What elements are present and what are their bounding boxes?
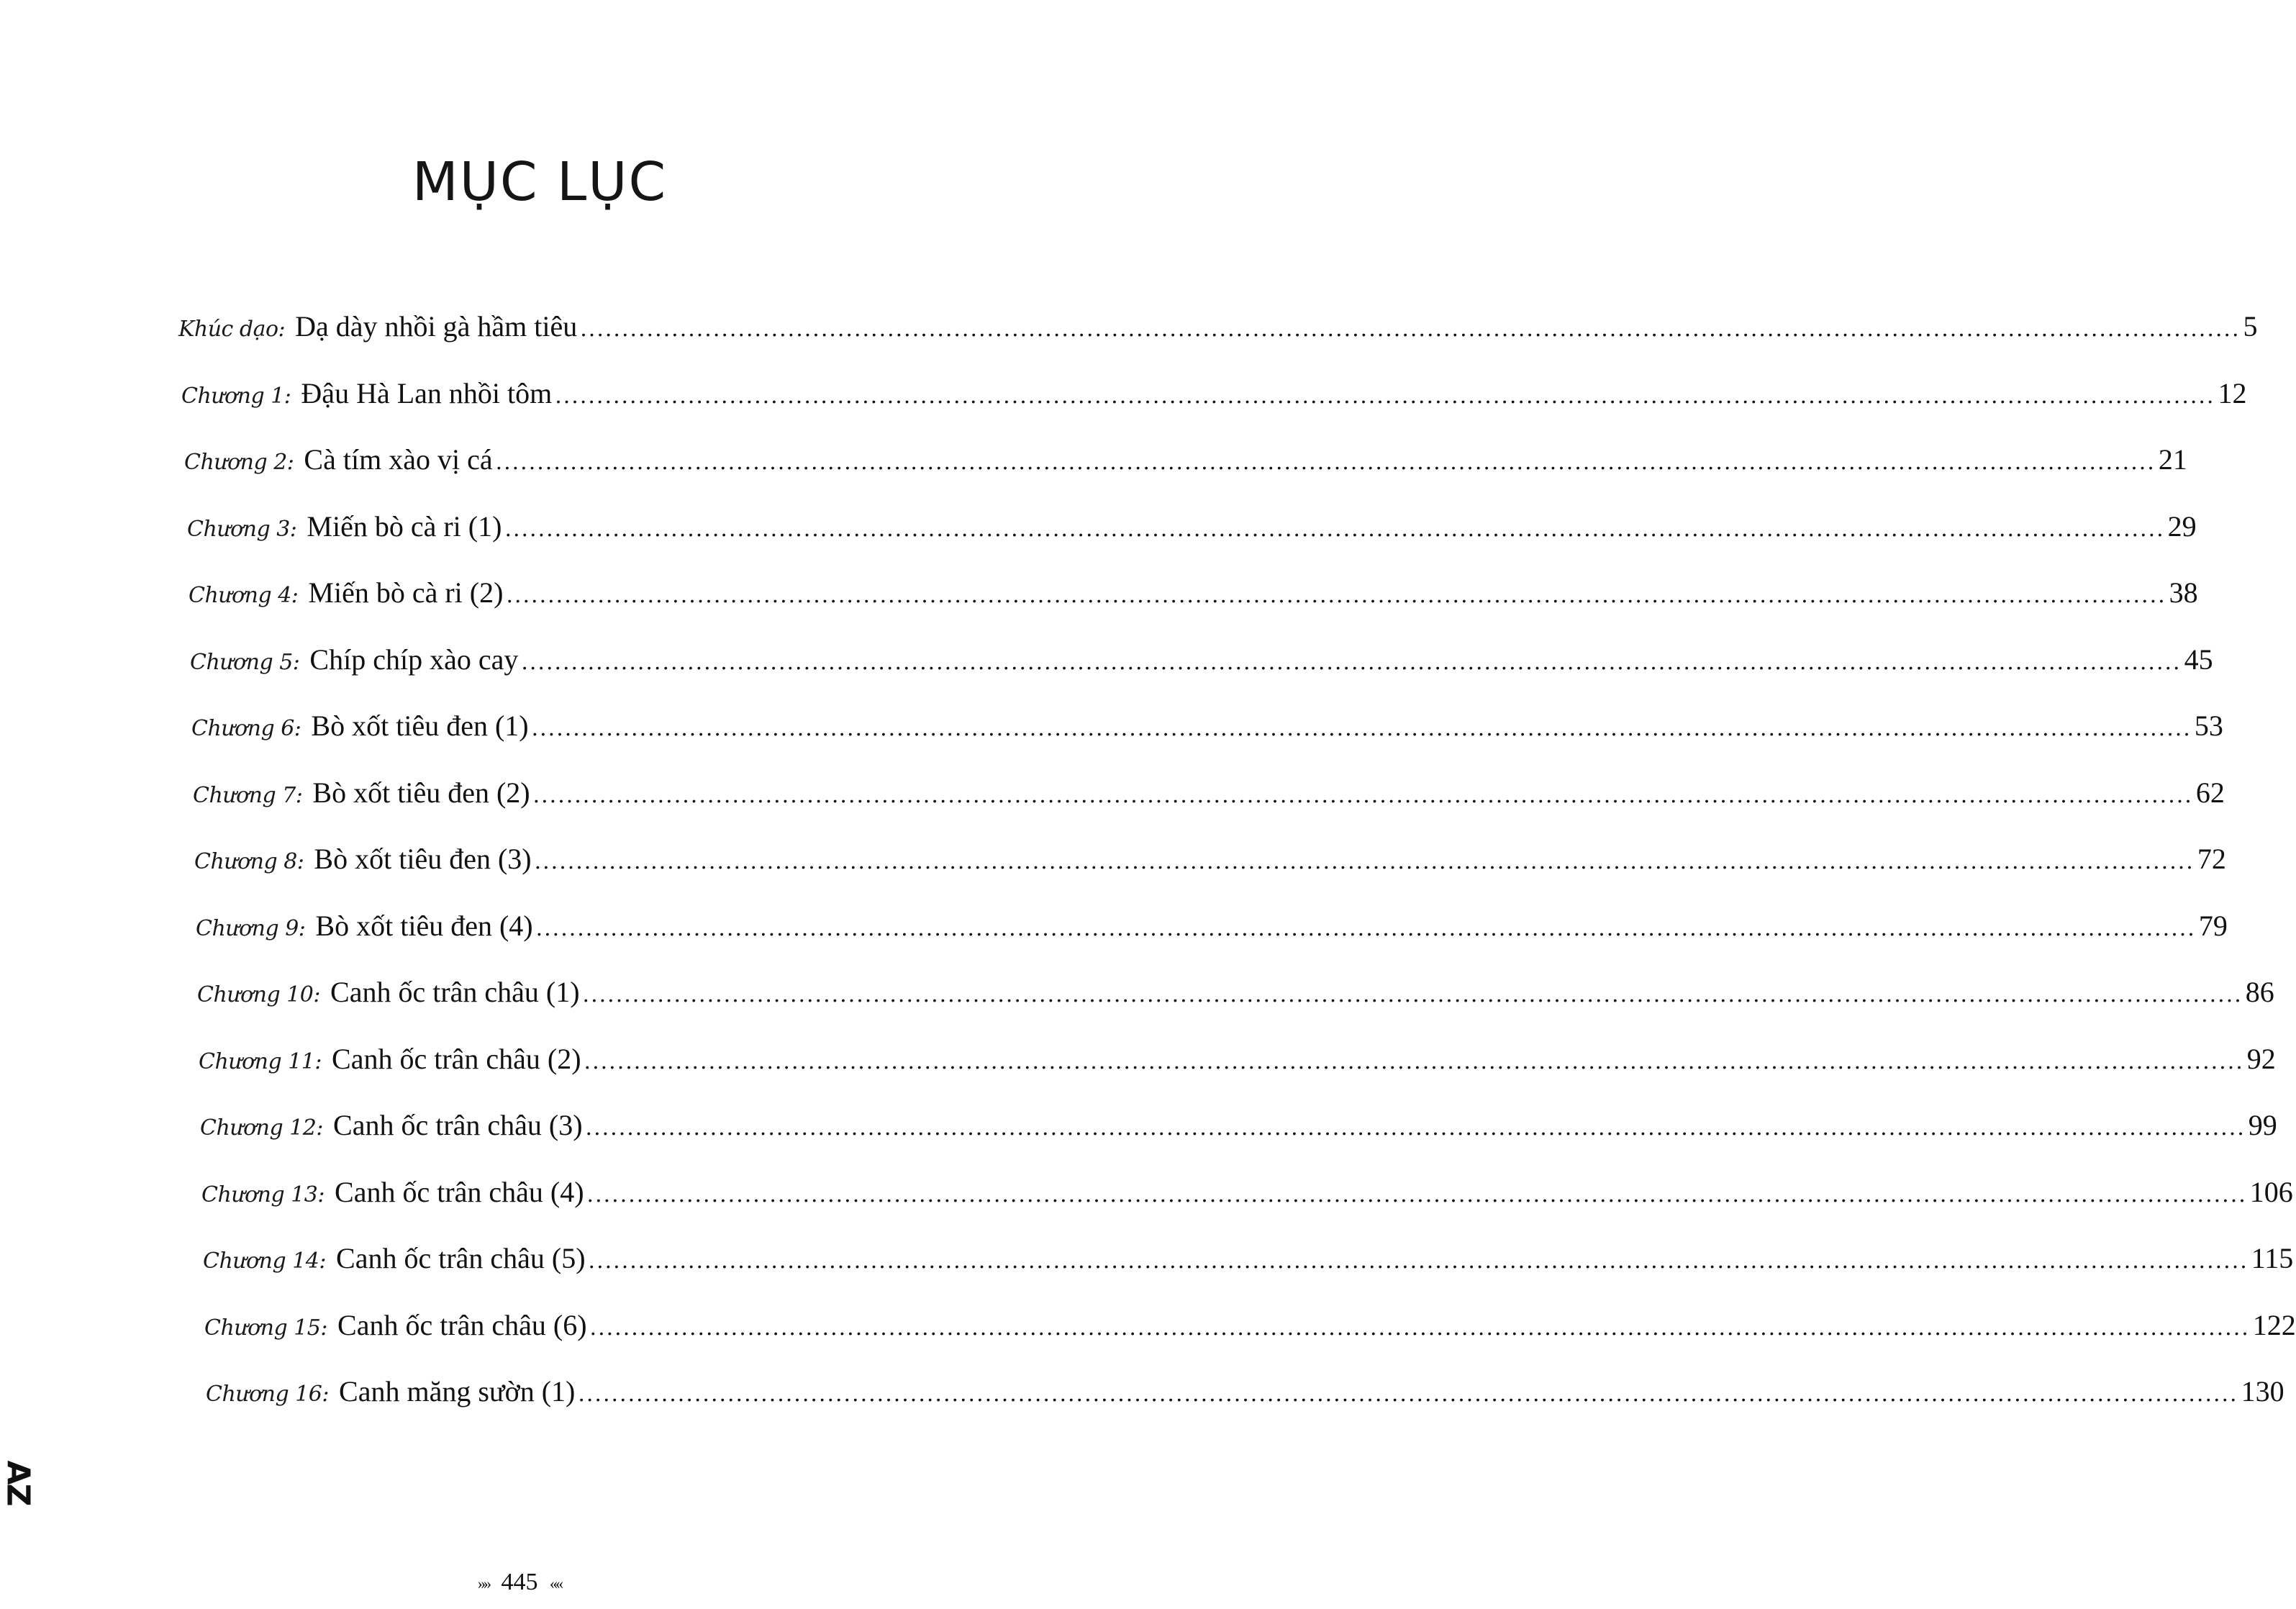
toc-entry-page: 115 xyxy=(2251,1242,2294,1274)
toc-entry-label: Chương 6: xyxy=(191,716,301,741)
ornament-right-icon: «« xyxy=(550,1574,561,1593)
toc-entry-label: Chương 5: xyxy=(190,649,300,675)
page-footer xyxy=(0,1569,1039,1596)
toc-entry-page: 106 xyxy=(2249,1175,2293,1208)
toc-entry-label: Chương 12: xyxy=(200,1115,324,1141)
toc-entry xyxy=(189,576,2198,619)
toc-entry xyxy=(206,1374,2284,1418)
toc-entry-title: Canh ốc trân châu (4) xyxy=(335,1175,584,1208)
toc-leader-dots: ........................................................................................................................................................................................................ xyxy=(589,1315,2250,1341)
toc-entry-page: 122 xyxy=(2252,1308,2296,1341)
toc-leader-dots: ........................................................................................................................................................................................................ xyxy=(555,383,2215,409)
toc-leader-dots: ........................................................................................................................................................................................................ xyxy=(521,649,2182,675)
toc-entry-label: Chương 8: xyxy=(194,849,304,874)
toc-entry-title: Bò xốt tiêu đen (2) xyxy=(312,776,530,809)
toc-leader-dots: ........................................................................................................................................................................................................ xyxy=(506,583,2166,608)
toc-entry-page: 29 xyxy=(2167,509,2197,543)
page-title: MỤC LỤC xyxy=(412,151,668,213)
toc-leader-dots: ........................................................................................................................................................................................................ xyxy=(535,915,2196,941)
toc-entry-label: Chương 13: xyxy=(201,1182,325,1207)
toc-entry-page: 92 xyxy=(2246,1042,2276,1075)
toc-leader-dots: ........................................................................................................................................................................................................ xyxy=(531,716,2192,741)
toc-leader-dots: ........................................................................................................................................................................................................ xyxy=(532,782,2193,808)
toc-entry-page: 38 xyxy=(2169,576,2198,609)
toc-entry-title: Miến bò cà ri (2) xyxy=(308,576,504,609)
toc-entry-page: 86 xyxy=(2245,976,2274,1008)
toc-leader-dots: ........................................................................................................................................................................................................ xyxy=(584,1048,2244,1074)
toc-leader-dots: ........................................................................................................................................................................................................ xyxy=(585,1115,2246,1141)
toc-entry-title: Dạ dày nhồi gà hầm tiêu xyxy=(295,310,578,343)
toc-leader-dots: ........................................................................................................................................................................................................ xyxy=(586,1182,2247,1207)
publisher-logo: AZ xyxy=(0,1460,37,1505)
toc-entry-page: 72 xyxy=(2197,843,2226,875)
toc-entry-title: Canh măng sườn (1) xyxy=(339,1375,576,1408)
toc-entry-title: Chíp chíp xào cay xyxy=(309,643,519,676)
toc-leader-dots: ........................................................................................................................................................................................................ xyxy=(504,516,2165,542)
toc-leader-dots: ........................................................................................................................................................................................................ xyxy=(578,1382,2238,1407)
toc-entry-title: Canh ốc trân châu (2) xyxy=(332,1042,581,1075)
toc-entry-title: Canh ốc trân châu (1) xyxy=(330,976,580,1008)
toc-entry xyxy=(190,643,2213,686)
toc-entry xyxy=(181,376,2247,420)
toc-entry-page: 62 xyxy=(2195,776,2225,809)
toc-entry-label: Khúc dạo: xyxy=(178,317,286,342)
toc-entry-page: 5 xyxy=(2243,310,2258,343)
toc-entry-label: Chương 2: xyxy=(184,450,294,475)
toc-entry-title: Bò xốt tiêu đen (4) xyxy=(315,909,533,942)
toc-entry-label: Chương 1: xyxy=(181,383,291,409)
toc-leader-dots: ........................................................................................................................................................................................................ xyxy=(495,450,2156,475)
toc-entry-title: Cà tím xào vị cá xyxy=(304,443,493,476)
toc-entry-page: 79 xyxy=(2198,909,2228,942)
toc-entry-label: Chương 4: xyxy=(189,583,299,608)
toc-entry xyxy=(194,842,2226,885)
toc-entry xyxy=(187,509,2197,553)
toc-entry xyxy=(178,309,2258,353)
toc-entry xyxy=(203,1241,2294,1284)
toc-entry xyxy=(184,443,2187,486)
toc-entry-label: Chương 14: xyxy=(203,1248,327,1274)
toc-entry xyxy=(201,1175,2293,1218)
toc-entry xyxy=(200,1108,2277,1151)
toc-entry-label: Chương 16: xyxy=(206,1382,330,1407)
toc-entry-label: Chương 9: xyxy=(196,915,306,941)
toc-entry-label: Chương 15: xyxy=(204,1315,328,1341)
toc-entry-title: Canh ốc trân châu (5) xyxy=(336,1242,586,1274)
toc-entry-label: Chương 3: xyxy=(187,516,297,542)
toc-entry-page: 12 xyxy=(2218,376,2247,409)
toc-entry-page: 21 xyxy=(2158,443,2187,476)
toc-leader-dots: ........................................................................................................................................................................................................ xyxy=(534,849,2195,874)
toc-entry xyxy=(197,975,2274,1018)
ornament-left-icon: »» xyxy=(478,1574,489,1593)
toc-leader-dots: ........................................................................................................................................................................................................ xyxy=(580,317,2241,342)
toc-entry-page: 99 xyxy=(2248,1109,2277,1141)
page-number: 445 xyxy=(501,1569,538,1595)
toc-entry xyxy=(191,709,2223,752)
toc-leader-dots: ........................................................................................................................................................................................................ xyxy=(582,982,2243,1007)
toc-entry xyxy=(193,776,2225,819)
toc-entry-title: Bò xốt tiêu đen (1) xyxy=(311,710,529,742)
toc-entry-page: 45 xyxy=(2184,643,2213,676)
toc-leader-dots: ........................................................................................................................................................................................................ xyxy=(588,1248,2249,1274)
toc-entry-page: 53 xyxy=(2194,710,2223,742)
toc-entry-title: Miến bò cà ri (1) xyxy=(307,509,502,543)
toc-entry xyxy=(204,1308,2296,1351)
toc-entry-label: Chương 11: xyxy=(199,1048,322,1074)
toc-entry-page: 130 xyxy=(2241,1375,2284,1408)
toc-entry-label: Chương 7: xyxy=(193,782,303,808)
toc-entry xyxy=(199,1042,2276,1085)
toc-entry-title: Canh ốc trân châu (3) xyxy=(333,1109,583,1141)
toc-entry-label: Chương 10: xyxy=(197,982,321,1007)
toc-entry-title: Đậu Hà Lan nhồi tôm xyxy=(301,376,553,409)
toc-entry xyxy=(196,909,2228,952)
toc-entry-title: Bò xốt tiêu đen (3) xyxy=(314,843,532,875)
toc-entry-title: Canh ốc trân châu (6) xyxy=(337,1308,587,1341)
